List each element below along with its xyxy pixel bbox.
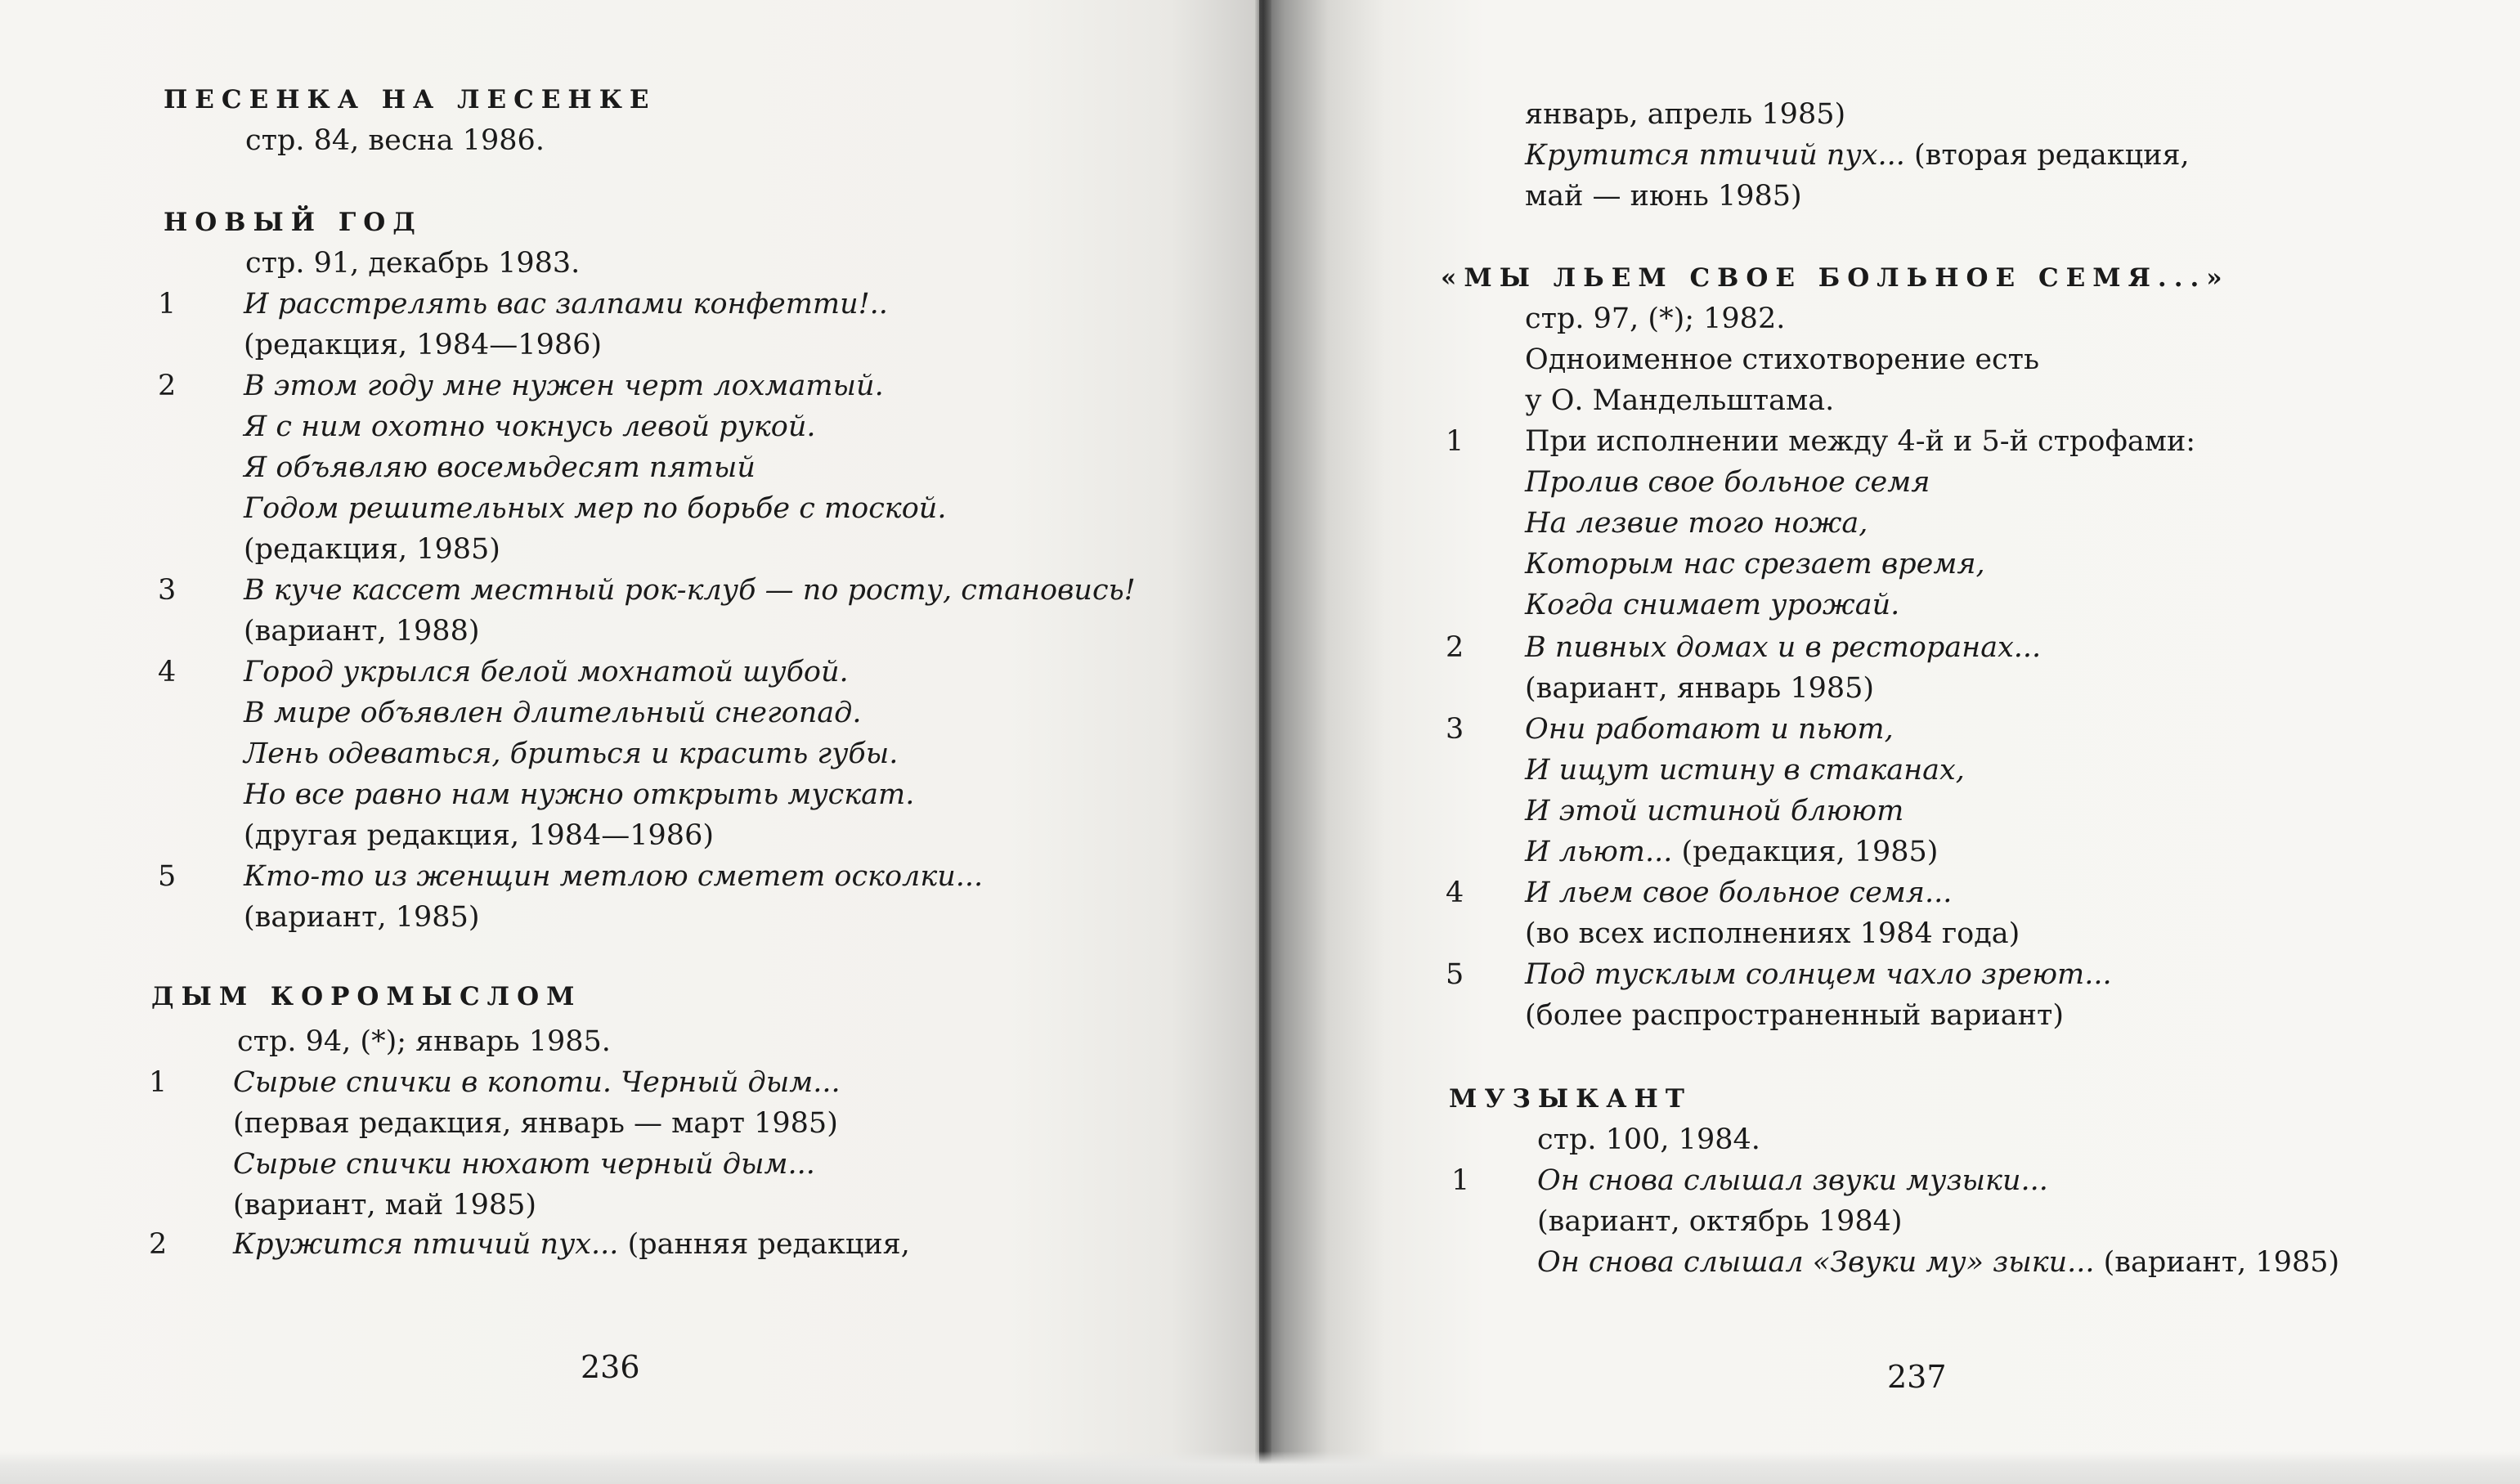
note-line [233,1105,838,1141]
line-tail: (вторая редакция, [1904,139,2190,172]
section-source: стр. 100, 1984. [1537,1123,1760,1156]
book-gutter [1255,0,1271,1484]
note-line [233,1065,841,1101]
note-line [1525,587,1899,623]
note-line [244,409,816,445]
section-source: стр. 91, декабрь 1983. [245,247,581,280]
note-number: 4 [158,656,177,688]
section-title: НОВЫЙ ГОД [164,208,423,237]
line-text: Он снова слышал звуки музыки... [1537,1164,2048,1197]
note-line [1525,752,1965,788]
line-text: (вариант, 1988) [244,615,480,648]
note-line [1525,793,1903,829]
note-line [244,531,500,567]
note-line [1525,957,2112,993]
note-line [1537,1204,1903,1240]
note-number: 3 [1446,713,1464,746]
line-text: Я объявляю восемьдесят пятый [244,451,756,484]
note-line [1537,1244,2339,1280]
line-text: Кто-то из женщин метлою сметет осколки... [244,860,984,893]
section-title: ПЕСЕНКА НА ЛЕСЕНКЕ [164,85,657,114]
section-source: стр. 94, (*); январь 1985. [237,1025,611,1058]
note-line [1525,998,2064,1033]
section-title: «МЫ ЛЬЕМ СВОЕ БОЛЬНОЕ СЕМЯ...» [1441,263,2230,293]
line-text: Крутится птичий пух... [1525,139,1905,172]
line-text: Сырые спички нюхают черный дым... [233,1148,815,1181]
note-line [1525,505,1868,541]
note-line [244,450,756,486]
line-text: Город укрылся белой мохнатой шубой. [244,656,849,688]
line-text: (первая редакция, январь — март 1985) [233,1107,838,1140]
note-line [244,695,861,731]
note-line [244,368,884,404]
line-text: Пролив свое больное семя [1525,466,1930,499]
note-line [244,613,480,649]
note-line [244,736,898,772]
line-text: январь, апрель 1985) [1525,98,1846,131]
line-text: (более распространенный вариант) [1525,999,2065,1032]
note-number: 2 [149,1228,168,1261]
continuation-line [1525,96,1845,132]
line-text: И ищут истину в стаканах, [1525,754,1965,787]
line-tail: (вариант, 1985) [2094,1246,2340,1279]
note-line [244,859,983,894]
section-title: МУЗЫКАНТ [1449,1084,1692,1114]
line-text: Сырые спички в копоти. Черный дым... [233,1066,841,1099]
line-text: (редакция, 1985) [244,533,500,566]
note-line [1525,546,1985,582]
note-line [244,899,480,935]
line-text: Кружится птичий пух... [233,1228,619,1261]
line-text: Я с ним охотно чокнусь левой рукой. [244,410,816,443]
section-source: у О. Мандельштама. [1525,384,1835,417]
line-text: (вариант, май 1985) [233,1189,537,1222]
continuation-line [1525,178,1802,214]
line-text: (вариант, октябрь 1984) [1537,1205,1903,1238]
line-text: При исполнении между 4-й и 5-й строфами: [1525,425,2196,458]
note-number: 1 [149,1066,168,1099]
note-line [233,1146,815,1182]
line-text: (вариант, 1985) [244,901,480,934]
note-line [244,572,1136,608]
note-line [1525,464,1930,500]
section-title: ДЫМ КОРОМЫСЛОМ [151,982,582,1011]
page-number: 237 [1887,1359,1947,1395]
line-text: Он снова слышал «Звуки му» зыки... [1537,1246,2095,1279]
line-text: (во всех исполнениях 1984 года) [1525,917,2020,950]
line-text: И этой истиной блюют [1525,795,1904,827]
note-line [1537,1163,2048,1199]
line-text: Когда снимает урожай. [1525,589,1900,621]
note-number: 1 [158,288,177,321]
note-line [1525,670,1874,706]
line-text: Под тусклым солнцем чахло зреют... [1525,958,2112,991]
note-line [1525,875,1952,911]
note-line [244,491,946,527]
note-line [233,1187,536,1223]
line-text: (редакция, 1984—1986) [244,329,603,361]
section-source: стр. 97, (*); 1982. [1525,303,1786,335]
line-text: В мире объявлен длительный снегопад. [244,697,862,729]
line-text: И льем свое больное семя... [1525,877,1953,909]
line-text: И льют... [1525,836,1673,868]
note-line [1525,711,1894,747]
note-line [244,654,849,690]
line-text: (вариант, январь 1985) [1525,672,1875,705]
line-tail: (ранняя редакция, [618,1228,910,1261]
line-text: На лезвие того ножа, [1525,507,1868,540]
note-number: 3 [158,574,177,607]
note-number: 5 [158,860,177,893]
line-text: (другая редакция, 1984—1986) [244,819,714,852]
note-number: 1 [1451,1164,1470,1197]
note-number: 2 [1446,631,1464,664]
note-line [244,777,914,813]
line-text: В этом году мне нужен черт лохматый. [244,370,884,402]
note-line [1525,916,2020,952]
note-line [244,327,602,363]
note-number: 2 [158,370,177,402]
note-line [233,1226,910,1262]
line-text: май — июнь 1985) [1525,180,1802,213]
line-text: Лень одеваться, бриться и красить губы. [244,738,899,770]
line-text: Но все равно нам нужно открыть мускат. [244,778,915,811]
note-line [1525,424,2195,460]
line-tail: (редакция, 1985) [1672,836,1939,868]
line-text: И расстрелять вас залпами конфетти!.. [244,288,888,321]
note-line [244,286,888,322]
note-line [244,818,714,854]
line-text: Которым нас срезает время, [1525,548,1985,581]
line-text: В пивных домах и в ресторанах... [1525,631,2042,664]
note-number: 1 [1446,425,1464,458]
line-text: Годом решительных мер по борьбе с тоской. [244,492,947,525]
page-number: 236 [581,1349,640,1385]
line-text: Они работают и пьют, [1525,713,1894,746]
scan-bottom-edge [0,1451,2520,1484]
section-source: стр. 84, весна 1986. [245,124,545,157]
continuation-line [1525,137,2190,173]
note-number: 4 [1446,877,1464,909]
note-line [1525,630,2041,666]
note-number: 5 [1446,958,1464,991]
note-line [1525,834,1938,870]
line-text: В куче кассет местный рок-клуб — по росту, становись! [244,574,1136,607]
section-source: Одноименное стихотворение есть [1525,343,2040,376]
